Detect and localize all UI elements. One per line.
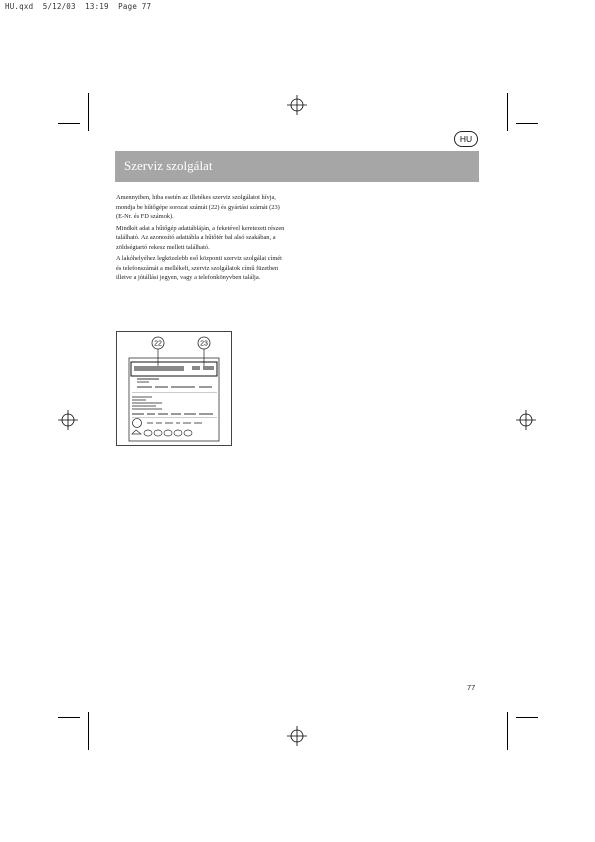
- crop-mark: [58, 123, 80, 124]
- crop-mark: [516, 123, 538, 124]
- crop-mark: [88, 93, 89, 131]
- rating-plate-figure: [116, 331, 232, 446]
- callout-22-label: 22: [154, 340, 162, 348]
- paragraph: Amennyiben, hiba esetén az illetékes szerviz szolgálatot hívja, mondja be hűtőgépe sorozat számát (22) és gyártási számát (23) (E-Nr. és FD számok).: [116, 194, 280, 220]
- callout-23-label: 23: [200, 340, 208, 348]
- section-title: Szerviz szolgálat: [124, 158, 213, 173]
- crop-mark: [516, 717, 538, 718]
- registration-mark-right: [516, 410, 536, 430]
- crop-mark: [507, 712, 508, 750]
- body-text: [116, 193, 288, 285]
- paragraph: Mindkét adat a hűtőgép adattábláján, a feketével keretezett részen található. Az azonosító adattábla a hűtőtér bal alsó szakában, a zöldségtartó rekesz mellett található.: [116, 224, 285, 251]
- print-slug: HU.qxd 5/12/03 13:19 Page 77: [5, 2, 152, 11]
- crop-mark: [58, 717, 80, 718]
- rating-plate-illustration: [117, 332, 230, 444]
- registration-mark-bottom: [287, 726, 307, 746]
- registration-mark-top: [287, 95, 307, 115]
- registration-mark-left: [58, 410, 78, 430]
- section-title-bar: [115, 151, 479, 182]
- crop-mark: [88, 712, 89, 750]
- crop-mark: [507, 93, 508, 131]
- language-badge: HU: [454, 131, 478, 147]
- page-number: 77: [467, 683, 476, 692]
- paragraph: A lakóhelyéhez legközelebb eső központi szerviz szolgálat címét és telefonszámát a mellékelt, szerviz szolgálatok című füzetben illetve a jótállási jegyen, vagy a telefonkönyvben találja.: [116, 255, 282, 281]
